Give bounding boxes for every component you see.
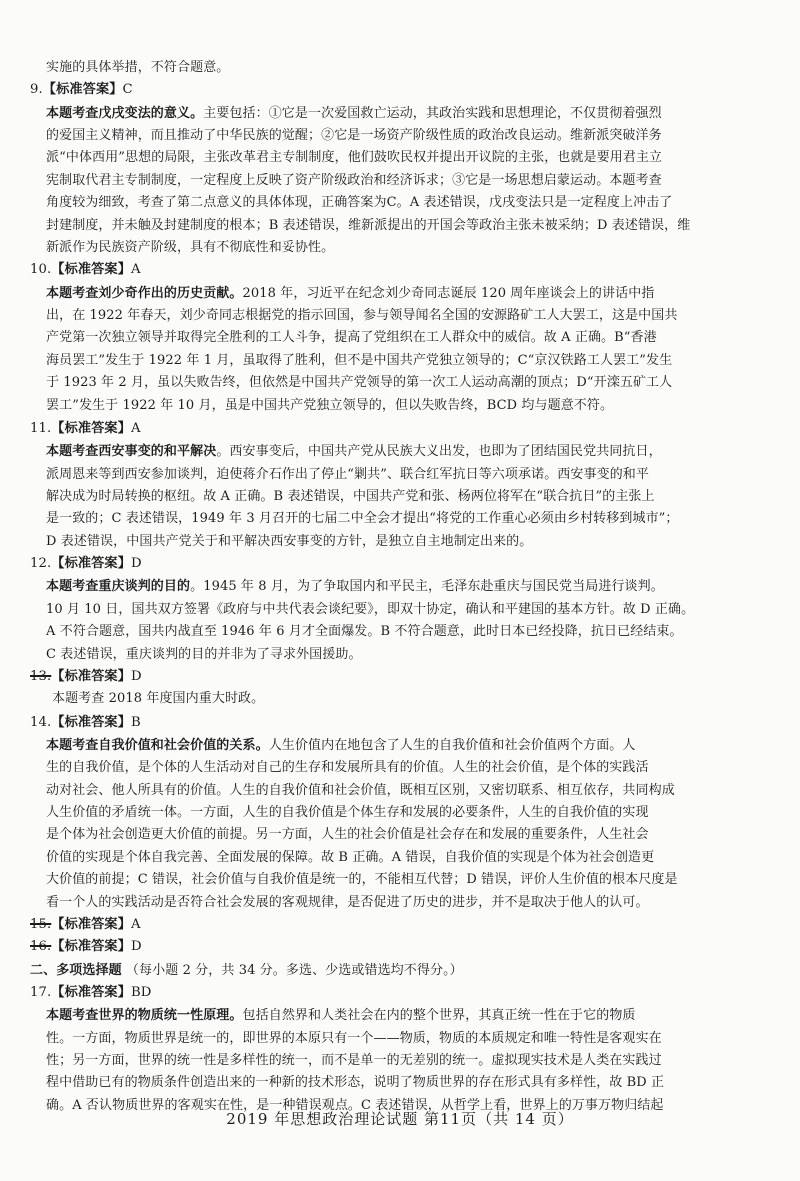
text-line: D 表述错误，中国共产党关于和平解决西安事变的方针，是独立自主地制定出来的。 — [46, 534, 533, 549]
text-line: 产党第一次独立领导并取得完全胜利的工人斗争，提高了党组织在工人群众中的威信。故 A 正确。B“香港 — [46, 330, 657, 345]
text-line: 本题考查自我价值和社会价值的关系。人生价值内在地包含了人生的自我价值和社会价值两个方面。人 — [46, 738, 636, 753]
text-line: 性。一方面，物质世界是统一的，即世界的本原只有一个——物质，物质的本质规定和唯一特性是客观实在 — [46, 1031, 662, 1046]
text-line: 于 1923 年 2 月，虽以失败告终，但依然是中国共产党领导的第一次工人运动高潮的顶点；D“开滦五矿工人 — [46, 375, 673, 390]
text-line: 程中借助已有的物质条件创造出来的一种新的技术形态，说明了物质世界的存在形式具有多样性，故 BD 正 — [46, 1075, 665, 1090]
text-line: 封建制度，并未触及封建制度的根本；B 表述错误，维新派提出的开国会等政治主张未被采纳；D 表述错误，维 — [46, 218, 691, 233]
text-line: 出，在 1922 年春天，刘少奇同志根据党的指示回国，参与领导闻名全国的安源路矿工人大罢工，这是中国共 — [46, 308, 678, 323]
answer-heading: 16.【标准答案】D — [30, 939, 142, 954]
text-line: 本题考查重庆谈判的目的。1945 年 8 月，为了争取国内和平民主，毛泽东赴重庆与国民党当局进行谈判。 — [46, 579, 664, 594]
text-line: 看一个人的实践活动是否符合社会发展的客观规律，是否促进了历史的进步，并不是取决于他人的认可。 — [46, 895, 649, 910]
text-line: 大价值的前提；C 错误，社会价值与自我价值是统一的，不能相互代替；D 错误，评价人生价值的根本尺度是 — [46, 872, 678, 887]
text-line: 派周恩来等到西安参加谈判，迫使蒋介石作出了停止“剿共”、联合红军抗日等六项承诺。西安事变的和平 — [46, 467, 649, 482]
text-line: 人生价值的矛盾统一体。一方面，人生的自我价值是个体生存和发展的必要条件，人生的自我价值的实现 — [46, 805, 649, 820]
answer-heading: 17.【标准答案】BD — [30, 985, 152, 1000]
text-line: 二、多项选择题 （每小题 2 分，共 34 分。多选、少选或错选均不得分。） — [30, 963, 463, 978]
answer-heading: 14.【标准答案】B — [30, 715, 141, 730]
text-line: 宪制取代君主专制制度，一定程度上反映了资产阶级政治和经济诉求；③它是一场思想启蒙运动。本题考查 — [46, 173, 662, 188]
text-line: 的爱国主义精神，而且推动了中华民族的觉醒；②它是一场资产阶级性质的政治改良运动。维新派突破洋务 — [46, 128, 662, 143]
text-line: 本题考查戊戌变法的意义。主要包括：①它是一次爱国救亡运动，其政治实践和思想理论，不仅贯彻着强烈 — [46, 106, 662, 121]
text-line: 解决成为时局转换的枢纽。故 A 正确。B 表述错误，中国共产党和张、杨两位将军在“联合抗日”的主张上 — [46, 489, 655, 504]
answer-heading: 15.【标准答案】A — [30, 917, 141, 932]
answer-heading: 12.【标准答案】D — [30, 556, 142, 571]
text-line: 是个体为社会创造更大价值的前提。另一方面，人生的社会价值是社会存在和发展的重要条件，人生社会 — [46, 827, 649, 842]
text-line: 动对社会、他人所具有的价值。人生的自我价值和社会价值，既相互区别，又密切联系、相互依存，共同构成 — [46, 783, 675, 798]
text-line: 生的自我价值，是个体的人生活动对自己的生存和发展所具有的价值。人生的社会价值，是个体的实践活 — [46, 760, 649, 775]
answer-heading: 9.【标准答案】C — [30, 82, 133, 97]
text-line: 新派作为民族资产阶级，具有不彻底性和妥协性。 — [46, 240, 335, 255]
text-line: 确。A 否认物质世界的客观实在性，是一种错误观点。C 表述错误，从哲学上看，世界上的万事万物归结起 — [46, 1098, 664, 1113]
text-line: C 表述错误，重庆谈判的目的并非为了寻求外国援助。 — [46, 647, 362, 662]
text-line: 是一致的；C 表述错误，1949 年 3 月召开的七届二中全会才提出“将党的工作重心必须由乡村转移到城市”； — [46, 511, 679, 526]
text-line: 本题考查世界的物质统一性原理。包括自然界和人类社会在内的整个世界，其真正统一性在于它的物质 — [46, 1008, 636, 1023]
text-line: A 不符合题意，国共内战直至 1946 年 6 月才全面爆发。B 不符合题意，此时日本已经投降，抗日已经结束。 — [46, 624, 683, 639]
text-line: 实施的具体举措，不符合题意。 — [46, 60, 230, 75]
text-line: 价值的实现是个体自我完善、全面发展的保障。故 B 正确。A 错误，自我价值的实现是个体为社会创造更 — [46, 850, 655, 865]
text-line: 角度较为细致，考查了第二点意义的具体体现，正确答案为C。A 表述错误，戊戌变法只是一定程度上冲击了 — [46, 195, 673, 210]
answer-heading: 10.【标准答案】A — [30, 262, 141, 277]
text-line: 派“中体西用”思想的局限，主张改革君主专制制度，他们鼓吹民权并提出开议院的主张，也就是要用君主立 — [46, 150, 663, 165]
answer-heading: 11.【标准答案】A — [30, 421, 141, 436]
text-line: 10 月 10 日，国共双方签署《政府与中共代表会谈纪要》，即双十协定，确认和平建国的基本方针。故 D 正确。 — [46, 602, 695, 617]
text-line: 罢工”发生于 1922 年 10 月，虽是中国共产党独立领导的，但以失败告终，BCD 均与题意不符。 — [46, 398, 614, 413]
page-footer: 2019 年思想政治理论试题 第11页（共 14 页） — [226, 1110, 574, 1128]
text-line: 本题考查刘少奇作出的历史贡献。2018 年，习近平在纪念刘少奇同志诞辰 120 周年座谈会上的讲话中指 — [46, 286, 655, 301]
text-line: 本题考查 2018 年度国内重大时政。 — [52, 691, 265, 706]
answer-heading: 13.【标准答案】D — [30, 669, 142, 684]
text-line: 性；另一方面，世界的统一性是多样性的统一，而不是单一的无差别的统一。虚拟现实技术是人类在实践过 — [46, 1053, 662, 1068]
text-line: 海员罢工”发生于 1922 年 1 月，虽取得了胜利，但不是中国共产党独立领导的；C“京汉铁路工人罢工”发生 — [46, 353, 673, 368]
text-line: 本题考查西安事变的和平解决。西安事变后，中国共产党从民族大义出发，也即为了团结国民党共同抗日， — [46, 444, 662, 459]
